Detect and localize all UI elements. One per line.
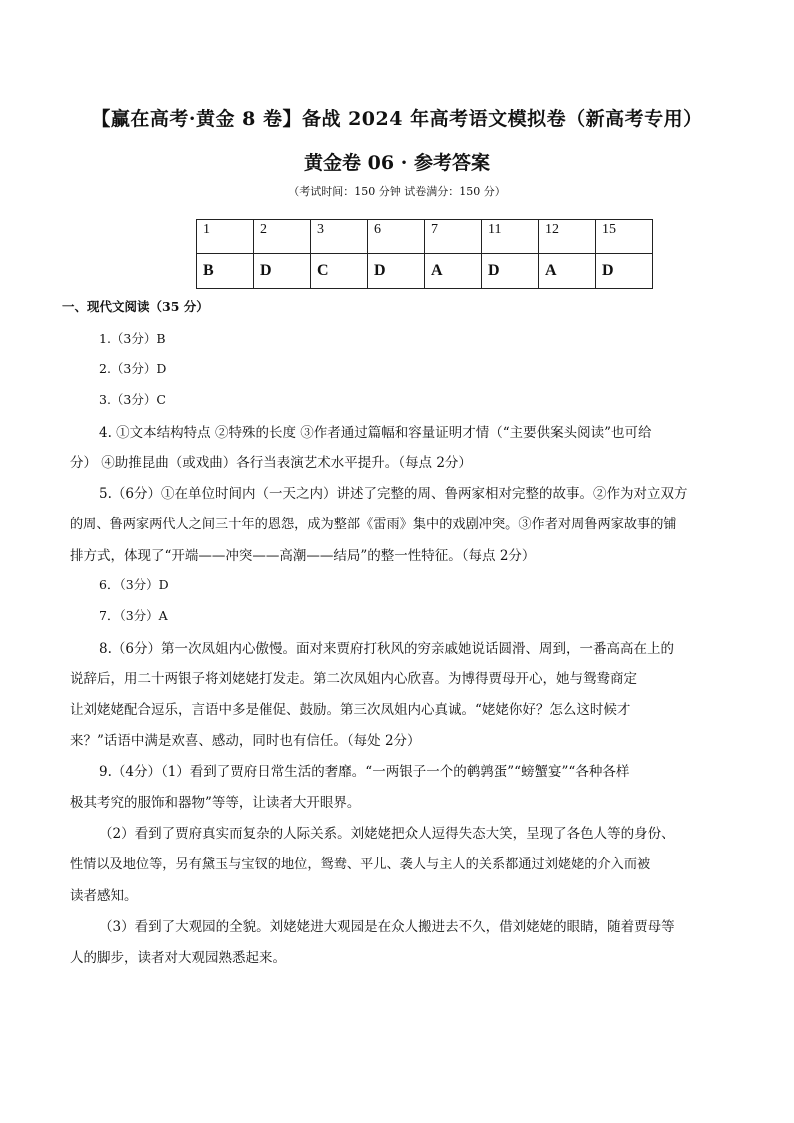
answer-cell: A bbox=[425, 254, 482, 289]
question-number: 15 bbox=[596, 220, 653, 254]
answer-line: （2）看到了贾府真实而复杂的人际关系。刘姥姥把众人逗得失态大笑，呈现了各色人等的身份、 bbox=[99, 826, 675, 842]
answer-line: 4. ①文本结构特点 ②特殊的长度 ③作者通过篇幅和容量证明才情（“主要供案头阅读”也可给 bbox=[99, 425, 652, 441]
question-number: 6 bbox=[368, 220, 425, 254]
answer-line: 性情以及地位等，另有黛玉与宝钗的地位，鸳鸯、平儿、袭人与主人的关系都通过刘姥姥的介入而被 bbox=[70, 857, 651, 872]
answer-line: 极其考究的服饰和器物”等等，让读者大开眼界。 bbox=[70, 795, 361, 811]
answer-line: 8.（6分）第一次凤姐内心傲慢。面对来贾府打秋风的穷亲戚她说话圆滑、周到，一番高高在上的 bbox=[99, 641, 674, 657]
answer-cell: C bbox=[311, 254, 368, 289]
answer-line: 来？”话语中满是欢喜、感动，同时也有信任。（每处 2分） bbox=[70, 733, 421, 749]
document-subtitle: 黄金卷 06 · 参考答案 bbox=[304, 152, 490, 174]
answer-line: 6．（3分）D bbox=[99, 577, 169, 592]
answer-cell: D bbox=[368, 254, 425, 289]
question-number: 11 bbox=[482, 220, 539, 254]
question-number: 1 bbox=[197, 220, 254, 254]
answer-row bbox=[197, 254, 653, 289]
answer-line: 排方式，体现了“开端——冲突——高潮——结局”的整一性特征。（每点 2分） bbox=[70, 548, 536, 564]
answer-line: 7．（3分）A bbox=[99, 608, 168, 623]
answer-cell: B bbox=[197, 254, 254, 289]
answer-line: 9.（4分）（1）看到了贾府日常生活的奢靡。“一两银子一个的鹌鹑蛋”“螃蟹宴”“各种各样 bbox=[99, 764, 630, 780]
answer-line: 5.（6分）①在单位时间内（一天之内）讲述了完整的周、鲁两家相对完整的故事。②作为对立双方 bbox=[99, 486, 688, 502]
answer-line: 说辞后，用二十两银子将刘姥姥打发走。第二次凤姐内心欣喜。为博得贾母开心，她与鸳鸯商定 bbox=[70, 671, 637, 687]
answer-cell: D bbox=[596, 254, 653, 289]
question-number: 2 bbox=[254, 220, 311, 254]
answer-line: 2.（3分）D bbox=[99, 361, 167, 376]
answer-cell: D bbox=[254, 254, 311, 289]
exam-note: （考试时间：150 分钟 试卷满分：150 分） bbox=[288, 185, 506, 198]
answer-line: 人的脚步，读者对大观园熟悉起来。 bbox=[70, 950, 286, 966]
answer-line: 分） ④助推昆曲（或戏曲）各行当表演艺术水平提升。（每点 2分） bbox=[70, 455, 472, 471]
answer-line: 让刘姥姥配合逗乐，言语中多是催促、鼓励。第三次凤姐内心真诚。“姥姥你好？怎么这时候才 bbox=[70, 702, 631, 718]
answer-line: 1.（3分）B bbox=[99, 331, 166, 346]
answer-line: 读者感知。 bbox=[70, 888, 138, 904]
question-number: 3 bbox=[311, 220, 368, 254]
section-heading: 一、现代文阅读（35 分） bbox=[62, 299, 209, 314]
answer-line: （3）看到了大观园的全貌。刘姥姥进大观园是在众人搬进去不久，借刘姥姥的眼睛，随着贾母等 bbox=[99, 919, 675, 935]
question-number-row bbox=[197, 220, 653, 254]
answer-line: 的周、鲁两家两代人之间三十年的恩怨，成为整部《雷雨》集中的戏剧冲突。③作者对周鲁两家故事的铺 bbox=[70, 517, 677, 532]
answer-cell: A bbox=[539, 254, 596, 289]
document-title: 【赢在高考·黄金 8 卷】备战 2024 年高考语文模拟卷（新高考专用） bbox=[91, 108, 703, 130]
question-number: 12 bbox=[539, 220, 596, 254]
answer-table bbox=[196, 219, 653, 289]
answer-cell: D bbox=[482, 254, 539, 289]
question-number: 7 bbox=[425, 220, 482, 254]
answer-line: 3.（3分）C bbox=[99, 392, 166, 407]
